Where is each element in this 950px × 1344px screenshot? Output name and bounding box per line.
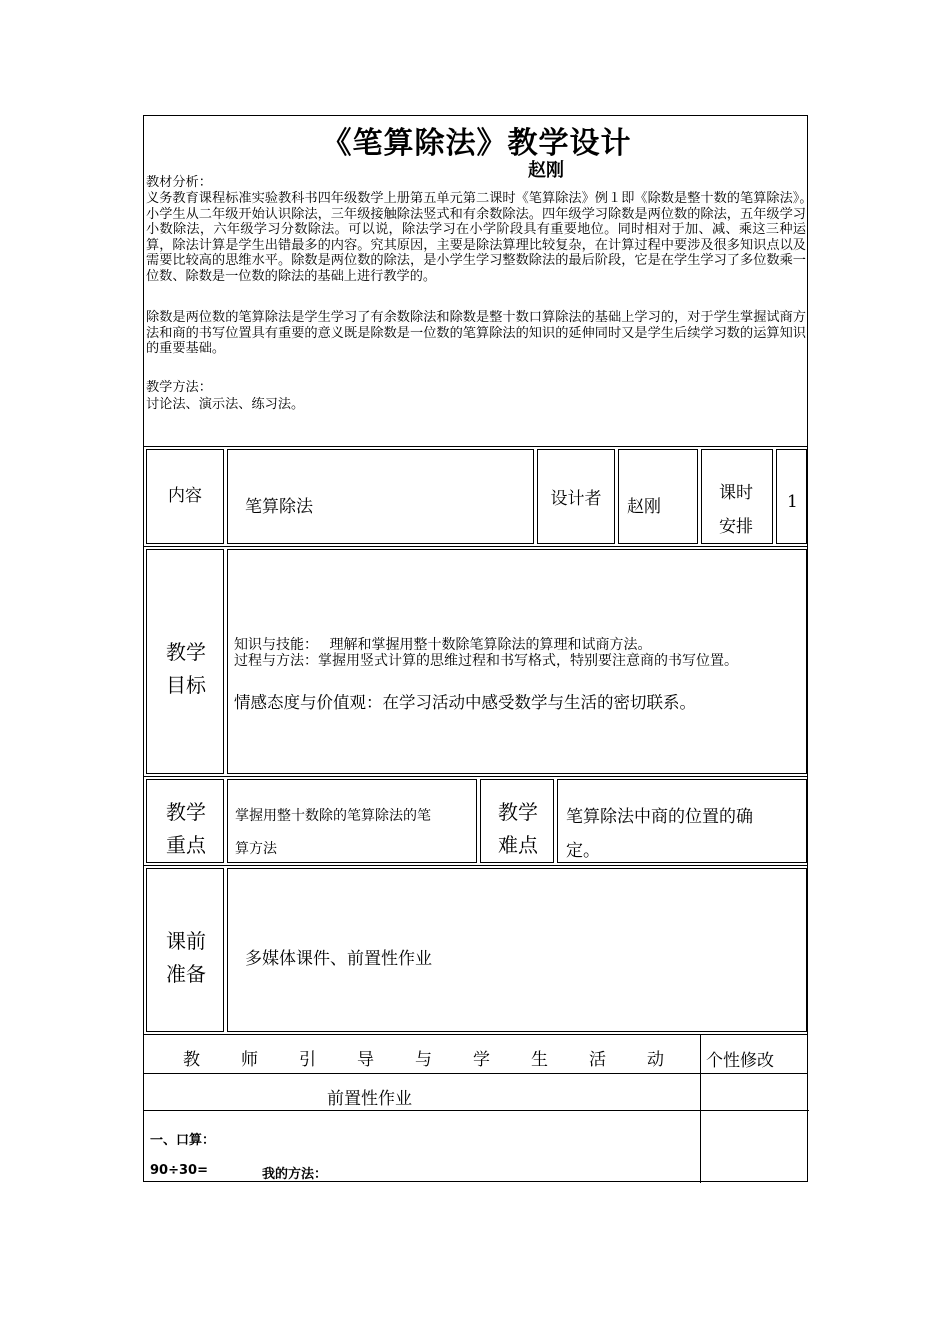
homework-edit-cell-1 (700, 1074, 809, 1111)
goals-line-2: 过程与方法：掌握用竖式计算的思维过程和书写格式，特别要注意商的书写位置。 (234, 653, 738, 669)
prep-text: 多媒体课件、前置性作业 (245, 949, 432, 969)
activity-char-4: 导 (357, 1050, 374, 1070)
designer-label: 设计者 (550, 489, 602, 509)
analysis-paragraph-2: 除数是两位数的笔算除法是学生学习了有余数除法和除数是整十数口算除法的基础上学习的，对于学生掌握试商方法和商的书写位置具有重要的意义既是除数是一位数的笔算除法的知识的延伸同时又是学生后续学习数的运算知识的重要基础。 (146, 310, 806, 357)
goals-line-1: 知识与技能： 理解和掌握用整十数除笔算除法的算理和试商方法。 (234, 637, 652, 653)
content-value: 笔算除法 (245, 497, 313, 517)
homework-problem: 90÷30= (150, 1163, 208, 1178)
difficulty-text-1: 笔算除法中商的位置的确 (566, 807, 753, 827)
homework-section-title: 一、口算： (150, 1133, 216, 1148)
author-name: 赵刚 (528, 160, 564, 181)
key-text-cell (227, 779, 477, 863)
difficulty-text-2: 定。 (566, 841, 600, 861)
difficulty-text-cell (557, 779, 807, 863)
activity-char-3: 引 (299, 1050, 316, 1070)
content-label: 内容 (168, 486, 202, 506)
prep-label-2: 准备 (166, 962, 206, 986)
personal-edit-label: 个性修改 (706, 1051, 774, 1071)
goals-label-2: 目标 (166, 673, 206, 697)
period-value-cell (776, 449, 807, 544)
activity-char-6: 学 (473, 1050, 490, 1070)
prep-label-1: 课前 (166, 929, 206, 953)
info-row (143, 446, 808, 547)
key-label-2: 重点 (166, 833, 206, 857)
activity-char-9: 动 (647, 1050, 664, 1070)
activity-header-text (183, 1045, 664, 1070)
key-text-1: 掌握用整十数除的笔算除法的笔 (235, 808, 431, 824)
period-label-cell (701, 449, 773, 544)
homework-method-label: 我的方法： (262, 1167, 328, 1182)
prep-row (143, 865, 808, 1035)
designer-value-cell (618, 449, 698, 544)
analysis-heading: 教材分析： (146, 175, 212, 190)
period-label-2: 安排 (719, 517, 753, 537)
content-label-cell (146, 449, 224, 544)
analysis-paragraph-1: 义务教育课程标准实验教科书四年级数学上册第五单元第二课时《笔算除法》例１即《除数是整十数的笔算除法》。 小学生从二年级开始认识除法，三年级接触除法竖式和有余数除法。四年级学习除数是两位数的除法，五年级学习小数除法，六年级学习分数除法。可以说，除法学习在小学阶段具有重要地位。同时相对于加、减、乘这三种运算，除法计算是学生出错最多的内容。究其原因，主要是除法算理比较复杂，在计算过程中要涉及很多知识点以及需要比较高的思维水平。除数是两位数的除法，是小学生学习整数除法的最后阶段，它是在学生学习了多位数乘一位数、除数是一位数的除法的基础上进行教学的。 (146, 191, 820, 284)
period-label-1: 课时 (719, 483, 753, 503)
difficulty-label-2: 难点 (498, 833, 538, 857)
activity-header-cell (143, 1034, 701, 1074)
activity-char-7: 生 (531, 1050, 548, 1070)
designer-value: 赵刚 (627, 497, 661, 517)
homework-title-cell (144, 1074, 701, 1111)
activity-char-1: 教 (183, 1050, 200, 1070)
homework-edit-cell-2 (700, 1110, 809, 1183)
key-points-row (143, 776, 808, 866)
activity-char-5: 与 (415, 1050, 432, 1070)
key-text-2: 算方法 (235, 841, 277, 857)
homework-section (143, 1073, 808, 1182)
homework-title: 前置性作业 (327, 1089, 412, 1109)
goals-row (143, 546, 808, 777)
period-value: 1 (787, 492, 798, 512)
designer-label-cell (537, 449, 615, 544)
prep-text-cell (227, 868, 807, 1032)
key-label-cell (146, 779, 224, 863)
goals-text-cell (227, 549, 807, 774)
goals-label-cell (146, 549, 224, 774)
activity-char-2: 师 (241, 1050, 258, 1070)
activity-header-row (143, 1034, 808, 1074)
difficulty-label-1: 教学 (498, 800, 538, 824)
goals-label-1: 教学 (166, 640, 206, 664)
activity-char-8: 活 (589, 1050, 606, 1070)
prep-label-cell (146, 868, 224, 1032)
page-title: 《笔算除法》教学设计 (321, 126, 632, 161)
analysis-section (143, 115, 820, 447)
method-heading: 教学方法： (146, 380, 212, 395)
difficulty-label-cell (480, 779, 554, 863)
key-label-1: 教学 (166, 800, 206, 824)
method-text: 讨论法、演示法、练习法。 (146, 397, 305, 412)
content-value-cell (227, 449, 534, 544)
goals-line-3: 情感态度与价值观：在学习活动中感受数学与生活的密切联系。 (234, 693, 696, 712)
